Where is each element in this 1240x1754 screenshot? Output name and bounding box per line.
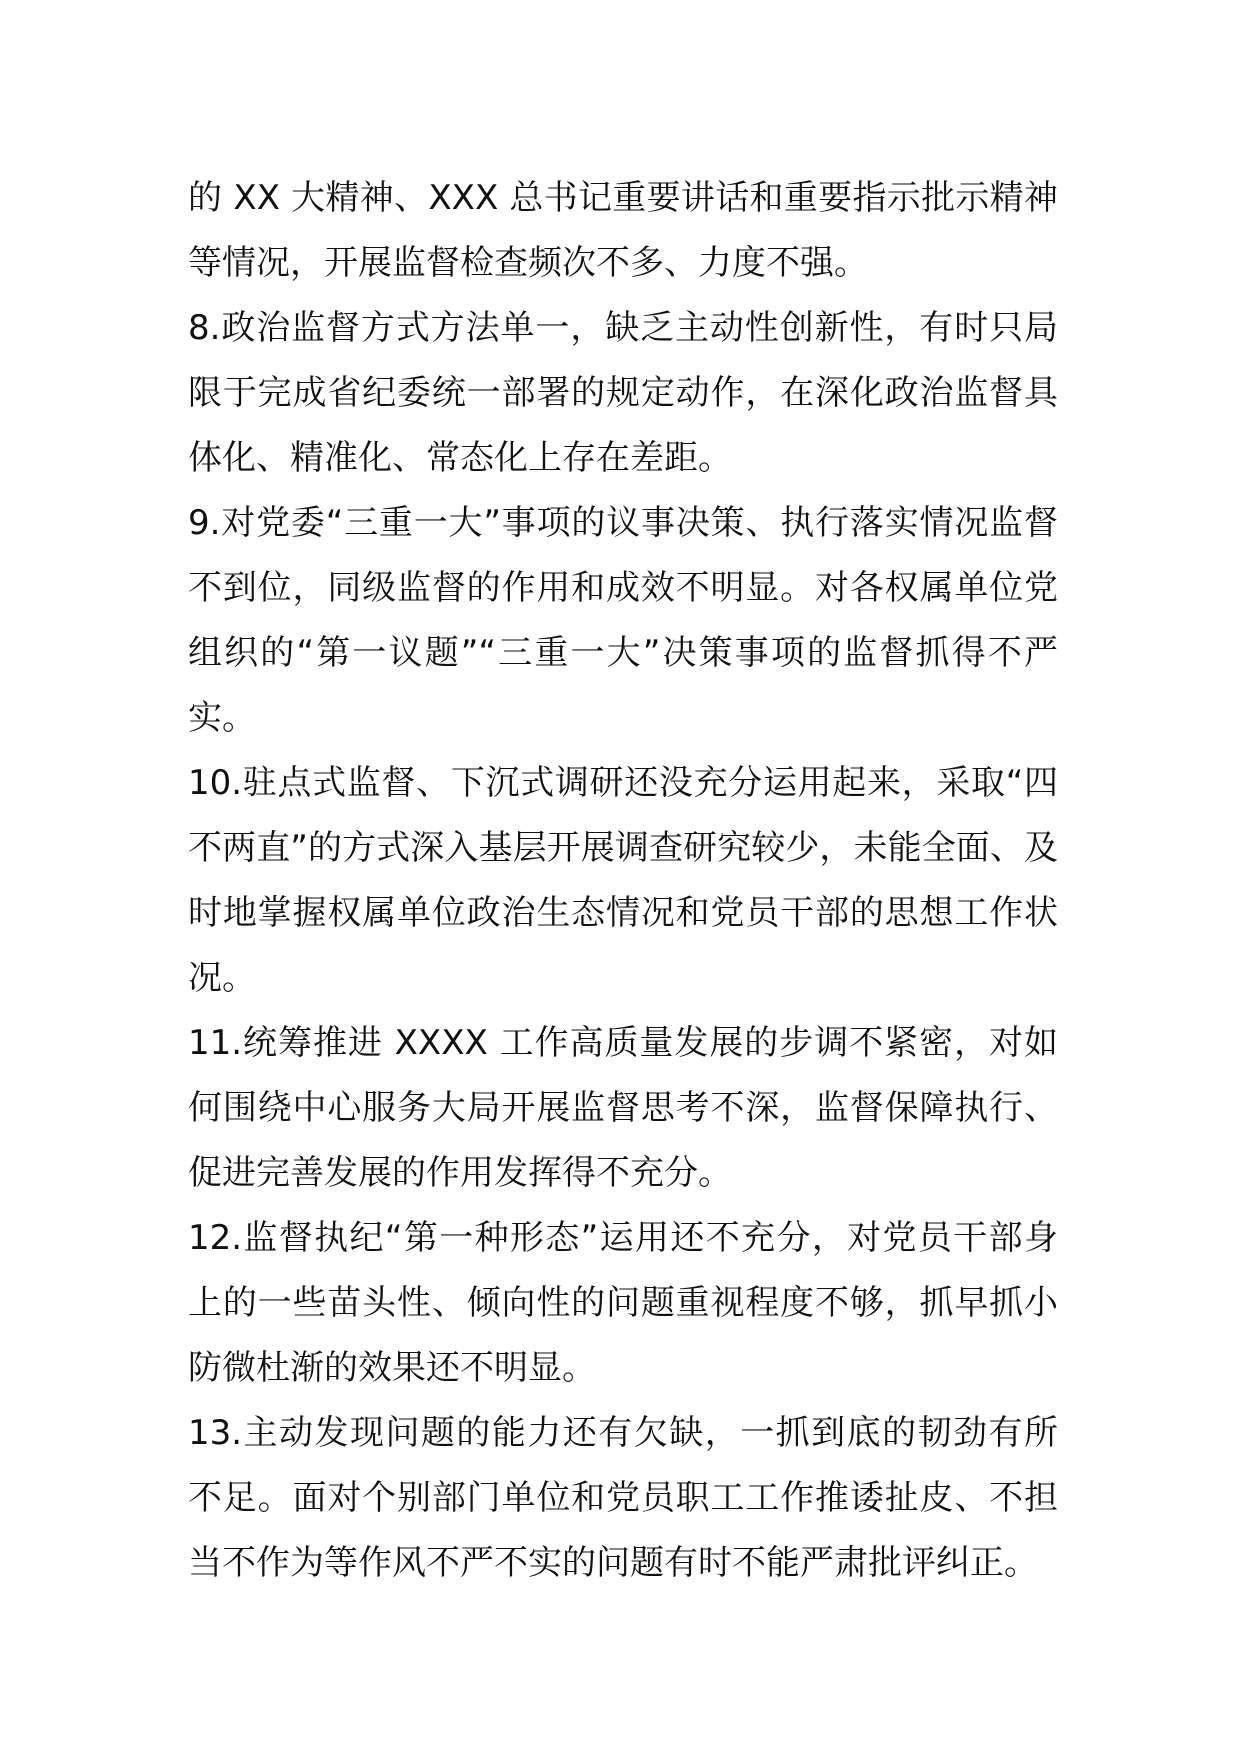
paragraph-item-8: 8.政治监督方式方法单一，缺乏主动性创新性，有时只局限于完成省纪委统一部署的规定动作，在深化政治监督具体化、精准化、常态化上存在差距。 <box>188 308 1058 478</box>
paragraph-item-10: 10.驻点式监督、下沉式调研还没充分运用起来，采取“四不两直”的方式深入基层开展调查研究较少，未能全面、及时地掌握权属单位政治生态情况和党员干部的思想工作状况。 <box>188 763 1058 998</box>
paragraph-item-13: 13.主动发现问题的能力还有欠缺，一抓到底的韧劲有所不足。面对个别部门单位和党员职工工作推诿扯皮、不担当不作为等作风不严不实的问题有时不能严肃批评纠正。 <box>188 1413 1058 1583</box>
paragraph-item-9: 9.对党委“三重一大”事项的议事决策、执行落实情况监督不到位，同级监督的作用和成效不明显。对各权属单位党组织的“第一议题”“三重一大”决策事项的监督抓得不严实。 <box>188 503 1058 738</box>
paragraph-continuation: 的 XX 大精神、XXX 总书记重要讲话和重要指示批示精神等情况，开展监督检查频次不多、力度不强。 <box>188 178 1058 283</box>
paragraph-item-11: 11.统筹推进 XXXX 工作高质量发展的步调不紧密，对如何围绕中心服务大局开展监督思考不深，监督保障执行、促进完善发展的作用发挥得不充分。 <box>188 1023 1058 1193</box>
paragraph-item-12: 12.监督执纪“第一种形态”运用还不充分，对党员干部身上的一些苗头性、倾向性的问题重视程度不够，抓早抓小防微杜渐的效果还不明显。 <box>188 1218 1058 1388</box>
document-body <box>188 166 1058 1596</box>
